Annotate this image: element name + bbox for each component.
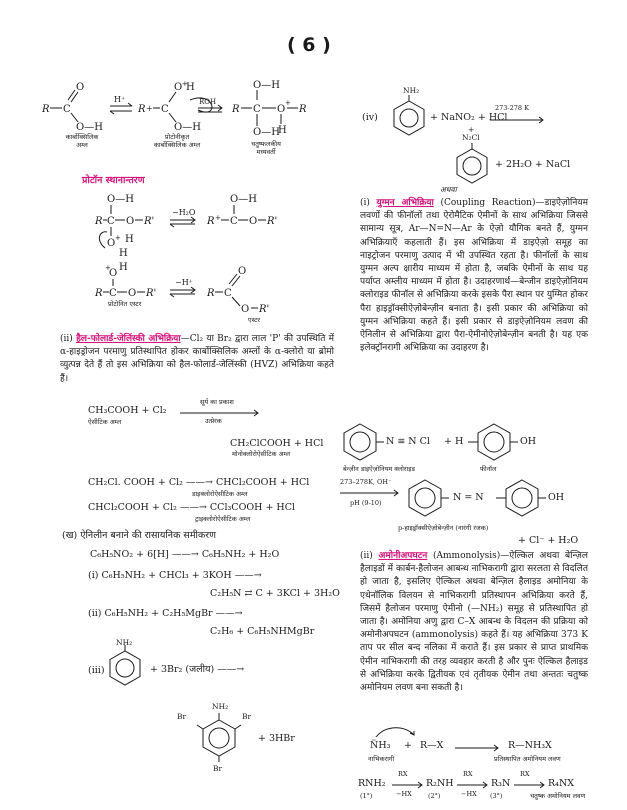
mechanism-protonation <box>40 80 340 170</box>
svg-text:O—H: O—H <box>107 194 134 205</box>
benzene-ring-iv-reactant <box>392 100 426 136</box>
coupling-number: (i) <box>360 198 370 208</box>
ammonolysis-rx: R—X <box>420 740 444 751</box>
ammonolysis-paragraph <box>360 550 588 695</box>
seq-arrow1-top: RX <box>398 770 408 778</box>
seq-arrow2 <box>457 781 489 789</box>
svg-text:O—H: O—H <box>253 80 280 91</box>
coupling-byproducts: + Cl⁻ + H₂O <box>518 535 579 546</box>
svg-text:+: + <box>115 234 121 242</box>
label-protonated-ester: प्रोटोनित एस्टर <box>108 300 142 308</box>
iv-nh2: NH₂ <box>403 86 420 95</box>
benzene-ring-tribromoaniline <box>199 718 239 758</box>
hvz-eq2: CH₂Cl. COOH + Cl₂ ——→ CHCl₂COOH + HCl <box>88 477 310 488</box>
benzene-ring-phenol <box>474 422 514 462</box>
svg-text:C: C <box>230 216 238 227</box>
coupling-body: (Coupling Reaction)—डाइऐज़ोनियम लवणों की फीनॉलों तथा ऐरोमैटिक ऐमीनों के साथ अभिक्रिया जिससे सामान्य सूत्र, Ar—N=N—Ar के ऐज़ो यौगिक बनते हैं, युग्मन अभिक्रियाएँ कहलाती हैं। इस अभिक्रिया में डाइऐज़ो समूह का नाइट्रोजन परमाणु उत्पाद में भी उपस्थित रहता है। फीनॉलों के साथ युग्मन अल्प क्षारीय माध्यम में होता है, जबकि ऐमीनों के साथ यह पर्याप्त अम्लीय माध्यम में होता है। उदाहरणार्थ—बेन्जीन डाइऐज़ोनियम क्लोराइड फीनॉल से अभिक्रिया करके इसके पैरा स्थान पर युग्मित होकर पैरा हाइड्रॉक्सीऐज़ोबेन्ज़ीन बनाता है। इसी प्रकार की अभिक्रिया को युग्मन अभिक्रिया कहते हैं। इसी प्रकार से डाइऐज़ोनियम लवण की ऐनिलीन से अभिक्रिया द्वारा पैरा-ऐमीनोऐज़ोबेन्ज़ीन बनती है। यह एक इलेक्ट्रॉनरागी अभिक्रिया का उदाहरण है। <box>360 198 588 354</box>
svg-text:H: H <box>119 262 128 273</box>
seq-arrow3-top: RX <box>520 770 530 778</box>
hvz-eq1-left-label: ऐसीटिक अम्ल <box>88 418 122 426</box>
svg-text:R: R <box>232 104 240 115</box>
label-ester: एस्टर <box>248 316 261 324</box>
svg-text:O: O <box>277 104 286 115</box>
svg-text:R: R <box>95 288 103 299</box>
aniline-eq-i-right: C₂H₅N ⇄ C + 3KCl + 3H₂O <box>210 588 340 599</box>
svg-text:O: O <box>76 82 85 93</box>
coupling-label-product: p-हाइड्रॉक्सीऐज़ोबेन्ज़ीन (नारंगी रंजक) <box>398 524 489 532</box>
svg-text:R: R <box>299 104 307 115</box>
tribromo-extra: + 3HBr <box>258 733 295 744</box>
iv-reagents: + NaNO₂ + HCl <box>430 112 508 123</box>
svg-text:O: O <box>109 268 118 279</box>
seq-r3n: R₃N <box>491 778 511 789</box>
tribromo-nh2: NH₂ <box>212 702 229 711</box>
seq-label-1: (1°) <box>360 792 373 800</box>
minus-h2o-label: −H₂O <box>172 208 196 217</box>
aniline-eq0: C₆H₅NO₂ + 6[H] ——→ C₆H₅NH₂ + H₂O <box>90 549 280 560</box>
svg-text:O: O <box>174 82 183 93</box>
seq-arrow3 <box>514 781 546 789</box>
coupling-label-bdc: बेन्ज़ीन डाइऐज़ोनियम क्लोराइड <box>343 465 415 473</box>
seq-label-2: (2°) <box>428 792 441 800</box>
seq-rnh2: RNH₂ <box>358 778 386 789</box>
roh-label: ROH <box>199 98 217 106</box>
coupling-cond-top: 273–278K, OH⁻ <box>340 478 392 486</box>
svg-text:R': R' <box>259 304 270 315</box>
iv-arrow <box>490 116 545 124</box>
svg-text:O: O <box>128 288 137 299</box>
svg-text:C: C <box>63 104 71 115</box>
label-tetrahedral: चतुष्फलकीय मध्यवर्ती <box>251 140 281 156</box>
benzene-ring-azo-right <box>502 478 542 518</box>
benzene-ring-aniline <box>108 650 142 686</box>
svg-text:O: O <box>107 238 116 249</box>
svg-text:R': R' <box>144 216 155 227</box>
aniline-eq-ii-left: (ii) C₆H₅NH₂ + C₂H₅MgBr ——→ <box>88 608 243 619</box>
svg-text:+: + <box>285 99 291 107</box>
hvz-body: —Cl₂ या Br₂ द्वारा लाल 'P' की उपस्थिति में α-हाइड्रोजन परमाणु प्रतिस्थापित होकर कार्बोक्सिलिक अम्लों के α-क्लोरो या ब्रोमो व्युत्पन्न देते हैं तो इस अभिक्रिया को हैल-फोलार्ड-जेलिंस्की (HVZ) अभिक्रिया कहते हैं। <box>60 334 334 384</box>
ammonolysis-number: (ii) <box>360 551 373 561</box>
hvz-eq1-below: उत्प्रेरक <box>205 417 222 425</box>
ammonolysis-curved-arrow <box>370 725 430 737</box>
svg-text:+: + <box>146 104 153 113</box>
benzene-ring-azo-left <box>405 478 445 518</box>
aniline-nh2-label: NH₂ <box>116 638 133 647</box>
seq-arrow1 <box>392 781 424 789</box>
tribromo-br-bottom: Br <box>213 764 223 773</box>
seq-arrow1-bottom: −HX <box>396 790 412 798</box>
hvz-title: हैल-फोलार्ड-जेलिंस्की अभिक्रिया <box>76 334 181 344</box>
svg-text:R': R' <box>267 216 278 227</box>
benzene-ring-diazonium <box>340 422 380 462</box>
svg-text:O: O <box>126 216 135 227</box>
seq-r2nh: R₂NH <box>426 778 454 789</box>
benzene-ring-iv-product <box>455 148 489 184</box>
ammonolysis-product: R—NH₃X <box>508 740 552 751</box>
svg-text:C: C <box>161 104 169 115</box>
aniline-iii-number: (iii) <box>88 665 105 676</box>
svg-text:+: + <box>215 214 221 222</box>
svg-text:H⁺: H⁺ <box>114 95 126 104</box>
svg-text:H: H <box>278 125 287 136</box>
svg-text:O—H: O—H <box>253 127 280 138</box>
athva-label: अथवा <box>440 185 457 194</box>
svg-text:C: C <box>253 104 261 115</box>
label-protonated-acid: प्रोटोनीकृत कार्बोक्सिलिक अम्ल <box>153 133 201 149</box>
svg-text:C: C <box>109 288 117 299</box>
svg-text:H: H <box>119 248 128 259</box>
hvz-paragraph <box>60 333 334 386</box>
svg-text:R: R <box>138 104 146 115</box>
coupling-oh: OH <box>520 436 537 447</box>
ammonolysis-nh3: N̈H₃ <box>370 740 391 751</box>
iv-products: + 2H₂O + NaCl <box>495 159 571 170</box>
iv-number: (iv) <box>362 112 378 123</box>
seq-arrow2-top: RX <box>463 770 473 778</box>
coupling-n-n: N = N <box>453 492 484 503</box>
coupling-arrow <box>340 489 400 497</box>
svg-text:R: R <box>207 288 215 299</box>
svg-text:R: R <box>207 216 215 227</box>
svg-text:O—H: O—H <box>230 194 257 205</box>
coupling-cond-bottom: pH (9-10) <box>350 499 382 507</box>
ammonolysis-arrow <box>455 744 500 752</box>
proton-transfer-heading: प्रोटॉन स्थानान्तरण <box>82 175 145 186</box>
svg-text:O—H: O—H <box>76 122 103 133</box>
coupling-n-eq-n: N ≡ N Cl <box>386 436 430 447</box>
iv-condition: 273-278 K <box>495 104 529 112</box>
iv-n2cl: N₂Cl <box>462 133 480 142</box>
svg-text:R: R <box>42 104 50 115</box>
mechanism-ester <box>95 190 335 315</box>
hvz-eq1-above: सूर्य का प्रकाश <box>200 398 234 406</box>
coupling-plus-h: + H <box>444 436 464 447</box>
hvz-eq3-label: ट्राइक्लोरोऐसीटिक अम्ल <box>195 515 251 523</box>
seq-label-4: चतुष्क अमोनियम लवण <box>530 792 586 800</box>
coupling-product-oh: OH <box>548 492 565 503</box>
seq-arrow2-bottom: −HX <box>461 790 477 798</box>
aniline-eq-i-left: (i) C₆H₅NH₂ + CHCl₃ + 3KOH ——→ <box>88 570 262 581</box>
ammonolysis-title: अमोनीअपघटन <box>378 551 428 561</box>
coupling-label-phenol: फीनॉल <box>480 465 497 473</box>
svg-text:H: H <box>186 82 195 93</box>
svg-text:C: C <box>107 216 115 227</box>
svg-text:+: + <box>182 80 188 88</box>
svg-text:H: H <box>125 234 134 245</box>
svg-text:+: + <box>105 264 111 272</box>
tribromo-br-left: Br <box>177 712 187 721</box>
hvz-eq1-product: CH₂ClCOOH + HCl <box>230 438 324 449</box>
svg-text:O—H: O—H <box>174 122 201 133</box>
hvz-eq1-arrow <box>180 409 260 417</box>
hvz-eq1-product-label: मोनोक्लोरोऐसीटिक अम्ल <box>232 450 291 458</box>
hvz-number: (ii) <box>60 334 73 344</box>
seq-r4nx: R₄NX <box>548 778 575 789</box>
page-number: ( 6 ) <box>287 34 331 56</box>
ammonolysis-label-salt: प्रतिस्थापित अमोनियम लवण <box>494 755 561 763</box>
tribromo-br-right: Br <box>242 712 252 721</box>
ammonolysis-plus: + <box>404 740 412 751</box>
coupling-title: युग्मन अभिक्रिया <box>376 198 434 208</box>
hvz-eq2-label: डाइक्लोरोऐसीटिक अम्ल <box>192 490 248 498</box>
iv-n2plus: + <box>468 125 475 134</box>
svg-text:C: C <box>224 288 232 299</box>
svg-text:R': R' <box>146 288 157 299</box>
ammonolysis-body: (Ammonolysis)—ऐल्किल अथवा बेन्ज़िल हैलाइडों में कार्बन-हैलोजन आबन्ध नाभिकरागी द्वारा सरलता से विदलित हो जाता है, इसलिए ऐल्किल अथवा बेन्ज़िल हैलाइड अमोनिया के एथेनॉलिक विलयन से नाभिकरागी प्रतिस्थापन अभिक्रिया करते हैं, जिसमें हैलोजन परमाणु ऐमीनो (—NH₂) समूह से प्रतिस्थापित हो जाता है। अमोनिया अणु द्वारा C–X आबन्ध के विदलन की प्रक्रिया को अमोनीअपघटन (ammonolysis) कहते हैं। यह अभिक्रिया 373 K ताप पर सील बन्द नलिका में कराते हैं। इस प्रकार से प्राप्त प्राथमिक ऐमीन नाभिकरागी की तरह व्यवहार करती है और पुनः ऐल्किल हैलाइड से अभिक्रिया करके द्वितीयक एवं तृतीयक ऐमीन तथा अन्ततः चतुष्क अमोनियम लवण बना सकती है। <box>360 551 588 694</box>
svg-text:O: O <box>238 266 247 277</box>
aniline-eq-ii-right: C₂H₆ + C₆H₅NHMgBr <box>210 626 315 637</box>
label-carboxylic-acid: कार्बोक्सिलिक अम्ल <box>65 133 99 149</box>
ammonolysis-label-nuc: नाभिकरागी <box>368 755 395 763</box>
hvz-eq1-left: CH₃COOH + Cl₂ <box>88 405 167 416</box>
seq-label-3: (3°) <box>490 792 503 800</box>
aniline-heading: (ख) ऐनिलीन बनाने की रासायनिक समीकरण <box>62 530 217 541</box>
svg-text:O: O <box>249 216 258 227</box>
minus-h-label: −H⁺ <box>175 278 193 287</box>
coupling-paragraph <box>360 197 588 355</box>
hvz-eq3: CHCl₂COOH + Cl₂ ——→ CCl₃COOH + HCl <box>88 502 296 513</box>
aniline-iii-reagent: + 3Br₂ (जलीय) ——→ <box>150 664 245 675</box>
svg-text:O: O <box>241 304 250 315</box>
svg-text:R: R <box>95 216 103 227</box>
